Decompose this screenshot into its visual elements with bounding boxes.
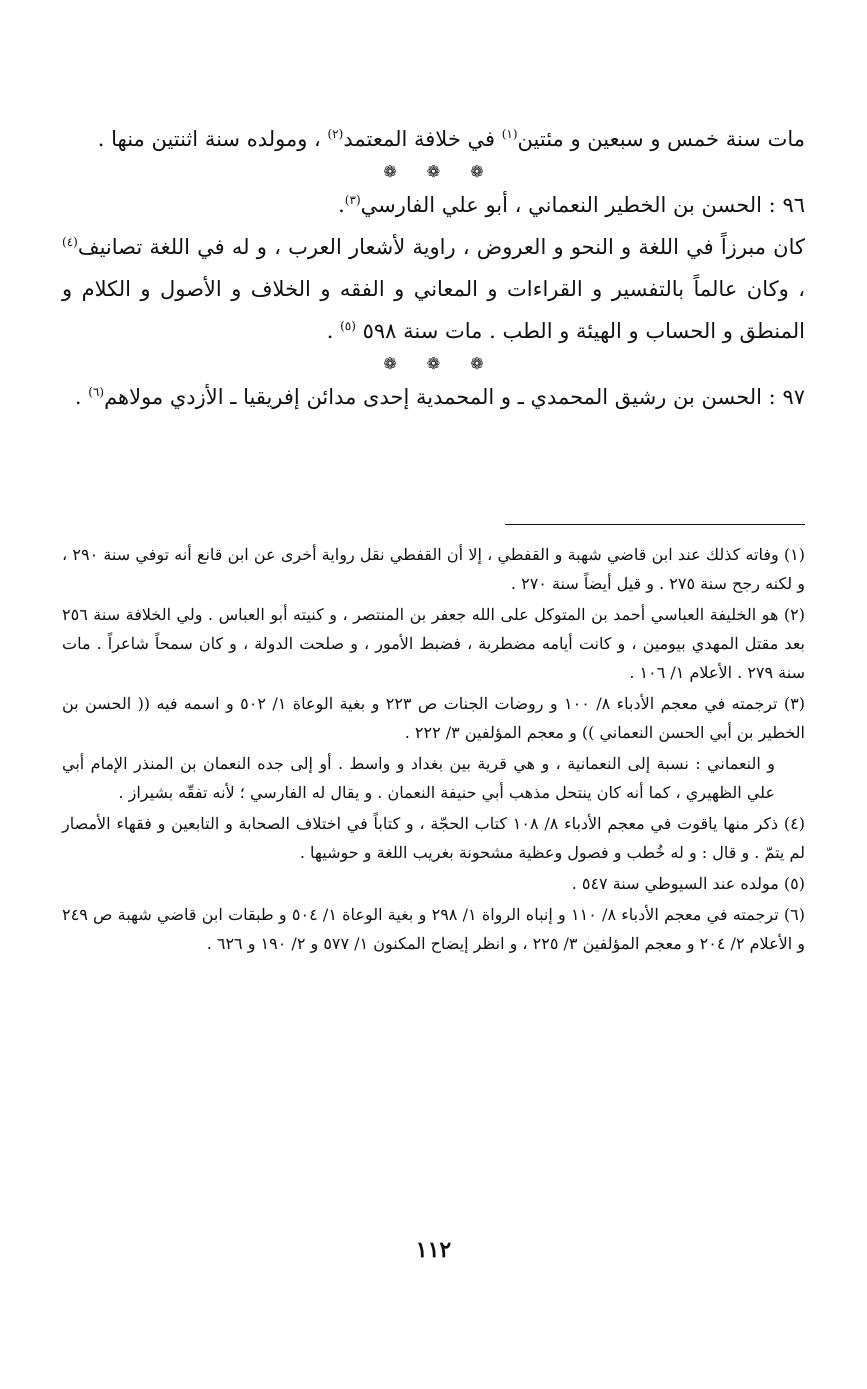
ornament-icon: ❁: [470, 354, 484, 373]
entry-97: [62, 376, 805, 418]
footnote-separator: [505, 524, 805, 525]
footnotes: [62, 540, 805, 958]
footnote-6: (٦) ترجمته في معجم الأدباء ٨/ ١١٠ و إنباه الرواة ١/ ٢٩٨ و بغية الوعاة ١/ ٥٠٤ و طبقات ابن قاضي شهبة ص ٢٤٩ و الأعلام ٢/ ٢٠٤ و معجم المؤلفين ٣/ ٢٢٥ ، و انظر إيضاح المكنون ١/ ٥٧٧ و ٢/ ١٩٠ و ٦٢٦ .: [62, 905, 805, 953]
footnote-3-note: و النعماني : نسبة إلى النعمانية ، و هي قرية بين بغداد و واسط . أو إلى جده النعمان بن المنذر الإمام أبي علي الظهيري ، كما أنه كان ينتحل مذهب أبي حنيفة النعمان . و يقال له الفارسي ؛ لأنه تفقّه بشيراز .: [62, 754, 775, 802]
text-span: ٩٧ : الحسن بن رشيق المحمدي ـ و المحمدية إحدى مدائن إفريقيا ـ الأزدي مولاهم: [104, 385, 805, 409]
footnote-1: (١) وفاته كذلك عند ابن قاضي شهبة و القفطي ، إلا أن القفطي نقل رواية أخرى عن ابن قانع أنه توفي سنة ٢٩٠ ، و لكنه رجح سنة ٢٧٥ . و قيل أيضاً سنة ٢٧٠ .: [62, 545, 806, 593]
footnote-3: (٣) ترجمته في معجم الأدباء ٨/ ١٠٠ و روضات الجنات ص ٢٢٣ و بغية الوعاة ١/ ٥٠٢ و اسمه فيه (( الحسن بن الخطير بن أبي الحسن النعماني )) و معجم المؤلفين ٣/ ٢٢٢ .: [62, 694, 805, 742]
footnote-4: (٤) ذكر منها ياقوت في معجم الأدباء ٨/ ١٠٨ كتاب الحجّة ، و كتاباً في اختلاف الصحابة و التابعين و فقهاء الأمصار لم يتمّ . و قال : و له خُطب و فصول وعظية مشحونة بغريب اللغة و حوشيها .: [62, 814, 805, 862]
text-span: مات سنة خمس و سبعين و مئتين: [517, 127, 805, 151]
text-span: .: [338, 193, 345, 217]
footnote-ref-2[interactable]: (٢): [327, 127, 344, 141]
section-ornament: [62, 160, 805, 184]
text-span: .: [326, 319, 341, 343]
text-span: كان مبرزاً في اللغة و النحو و العروض ، راوية لأشعار العرب ، و له في اللغة تصانيف: [77, 235, 805, 259]
text-span: ٩٦ : الحسن بن الخطير النعماني ، أبو علي الفارسي: [360, 193, 805, 217]
ornament-icon: ❁: [426, 162, 441, 181]
text-span: .: [74, 385, 89, 409]
footnote-ref-4[interactable]: (٤): [62, 235, 78, 249]
footnote-2: (٢) هو الخليفة العباسي أحمد بن المتوكل على الله جعفر بن المنتصر ، و كنيته أبو العباس . ولي الخلافة سنة ٢٥٦ بعد مقتل المهدي بيومين ، و كانت أيامه مضطربة ، فضبط الأمور ، و صلحت الدولة ، و كان سمحاً شاعراً . مات سنة ٢٧٩ . الأعلام ١/ ١٠٦ .: [62, 605, 805, 682]
section-ornament: [62, 352, 805, 376]
footnote-ref-6[interactable]: (٦): [88, 385, 105, 399]
entry-96-heading: [62, 184, 805, 226]
ornament-icon: ❁: [470, 162, 484, 181]
ornament-icon: ❁: [383, 162, 397, 181]
main-text: [62, 118, 805, 418]
footnote-5: (٥) مولده عند السيوطي سنة ٥٤٧ .: [571, 874, 805, 893]
footnote-ref-3[interactable]: (٣): [344, 193, 361, 207]
entry-96-body: [62, 226, 805, 352]
text-span: في خلافة المعتمد: [343, 127, 502, 151]
paragraph-death-note: [62, 118, 805, 160]
ornament-icon: ❁: [383, 354, 397, 373]
text-span: ، ومولده سنة اثنتين منها .: [97, 127, 328, 151]
page-number: ١١٢: [415, 1237, 452, 1263]
text-span: ، وكان عالماً بالتفسير و القراءات و المعاني و الفقه و الخلاف و الأصول و الكلام و المنطق و الحساب و الهيئة و الطب . مات سنة ٥٩٨: [62, 277, 805, 343]
footnote-ref-5[interactable]: (٥): [340, 319, 356, 333]
footnote-ref-1[interactable]: (١): [501, 127, 518, 141]
ornament-icon: ❁: [426, 354, 441, 373]
